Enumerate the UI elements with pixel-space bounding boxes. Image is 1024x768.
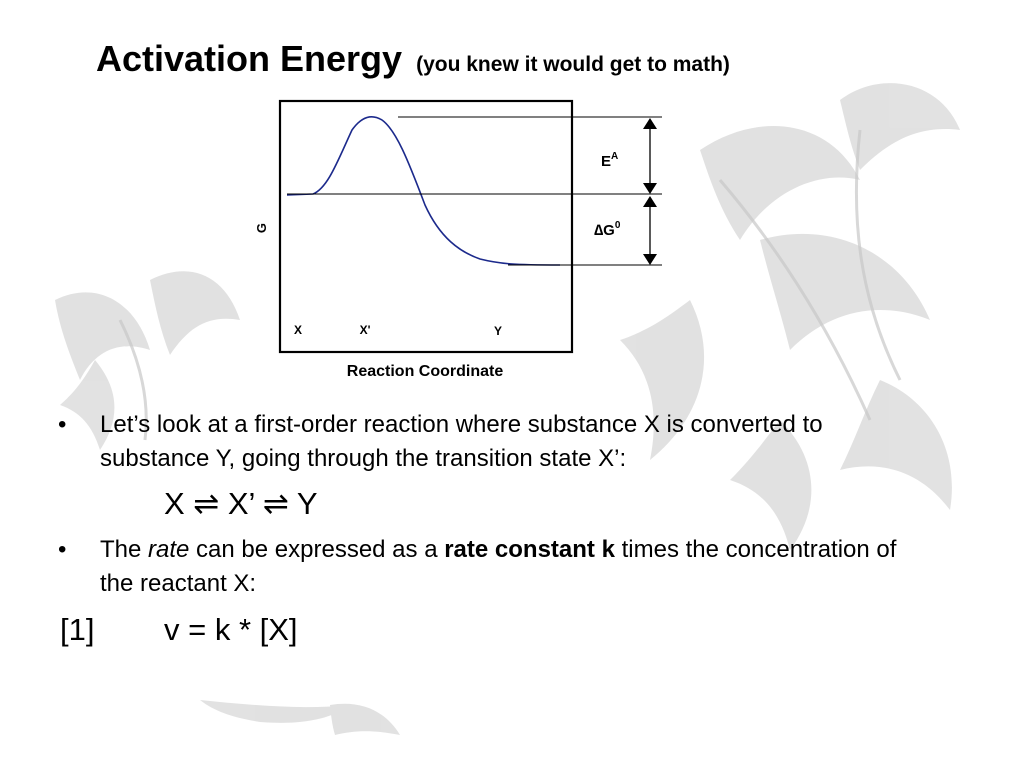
point-label-y: Y bbox=[493, 324, 503, 338]
equilibrium-equation: X ⇌ X’ ⇌ Y bbox=[164, 486, 318, 521]
diagram-frame bbox=[280, 101, 572, 352]
rate-constant-emphasis: rate constant k bbox=[444, 536, 615, 563]
activation-energy-arrow bbox=[643, 118, 657, 194]
x-axis-label: Reaction Coordinate bbox=[346, 363, 504, 380]
point-label-x: X bbox=[293, 323, 303, 337]
bullet-rate bbox=[58, 533, 920, 601]
point-label-transition: X' bbox=[359, 323, 371, 337]
bullet-dot: • bbox=[58, 411, 67, 438]
bullet-first-order bbox=[58, 408, 920, 476]
delta-g-arrow bbox=[643, 196, 657, 265]
equation-number: [1] bbox=[60, 612, 95, 647]
delta-g-label: $\Delta G^0$ bbox=[594, 220, 621, 239]
rate-equation: v = k * [X] bbox=[164, 612, 298, 647]
bullet-dot: • bbox=[58, 536, 67, 563]
rate-text-before: The bbox=[100, 536, 149, 563]
activation-energy-label: $E^A$ bbox=[601, 151, 619, 170]
title-main: Activation Energy bbox=[96, 38, 403, 79]
rate-emphasis: rate bbox=[148, 536, 190, 563]
bullet-text: Let’s look at a first-order reaction where substance X is converted to substance Y, going through the transition state X’: bbox=[100, 411, 823, 472]
rate-text-middle: can be expressed as a bbox=[189, 536, 445, 563]
rate-text-after: times the concentration of the reactant X: bbox=[100, 536, 897, 597]
y-axis-label: G bbox=[254, 222, 269, 234]
title-subtitle: (you knew it would get to math) bbox=[416, 53, 730, 76]
